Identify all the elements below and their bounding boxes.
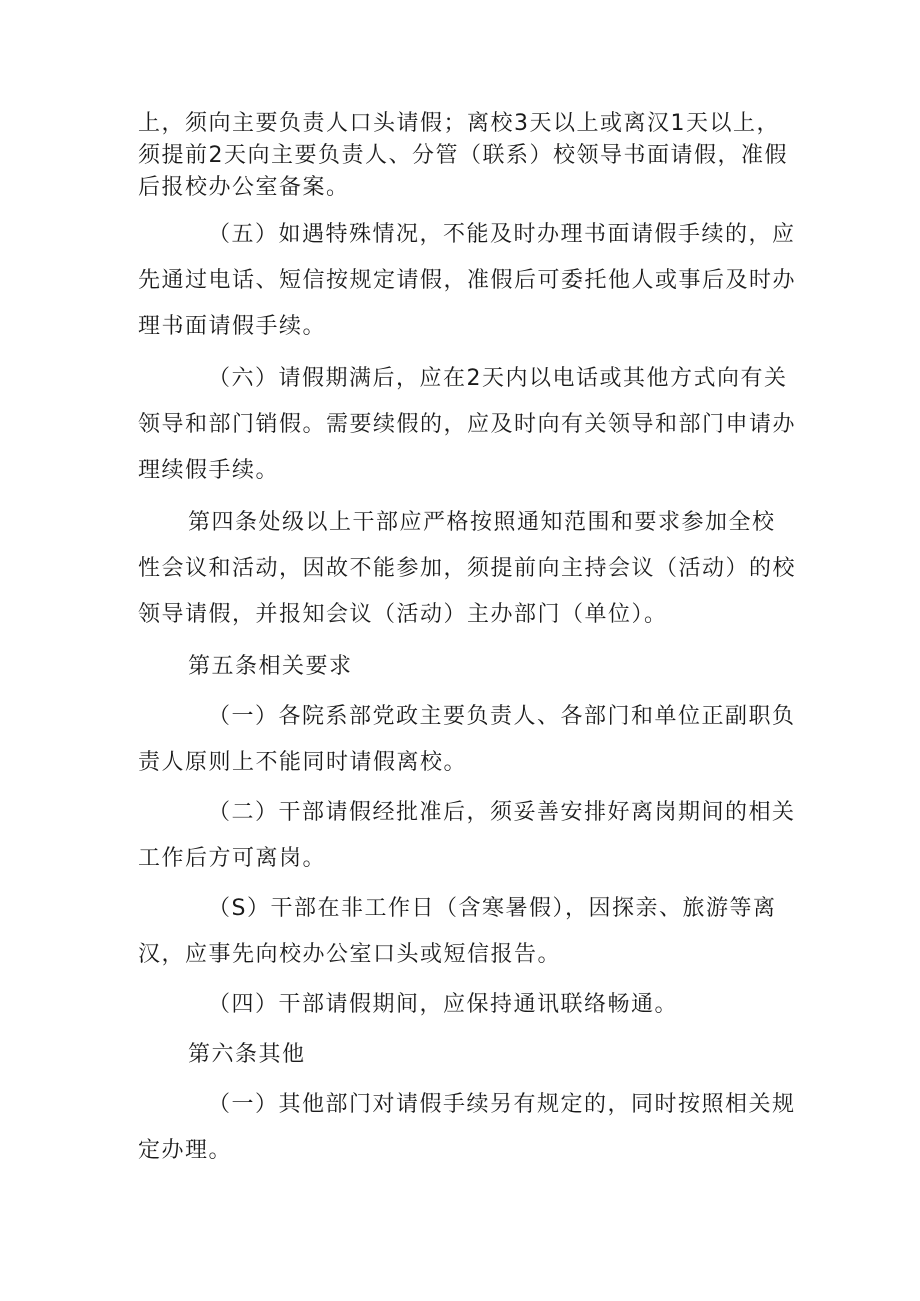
text-line: （五）如遇特殊情况，不能及时办理书面请假手续的，应 [208,222,796,247]
text-line: （六）请假期满后，应在2天内以电话或其他方式向有关 [208,366,788,391]
text-line: （二）干部请假经批准后，须妥善安排好离岗期间的相关 [208,800,796,825]
text-line: 须提前2天向主要负责人、分管（联系）校领导书面请假，准假 [138,143,788,168]
text-line: 第四条处级以上干部应严格按照通知范围和要求参加全校 [188,510,776,535]
text-line: 责人原则上不能同时请假离校。 [138,750,468,775]
text-line: （一）其他部门对请假手续另有规定的，同时按照相关规 [208,1092,796,1117]
text-line: 第六条其他 [188,1042,306,1067]
text-line: 后报校办公室备案。 [138,175,350,200]
text-line: 汉，应事先向校办公室口头或短信报告。 [138,942,562,967]
text-line: 领导和部门销假。需要续假的，应及时向有关领导和部门申请办 [138,412,797,437]
paragraph-req-three [138,886,798,978]
heading-article-six [138,1032,798,1078]
paragraph-article-four [138,500,798,638]
text-line: 定办理。 [138,1138,233,1163]
paragraph-other-one [138,1082,798,1174]
text-line: 第五条相关要求 [188,654,353,679]
text-line: （一）各院系部党政主要负责人、各部门和单位正副职负 [208,704,796,729]
paragraph-req-two [138,790,798,882]
paragraph-item-six [138,356,798,494]
text-line: （S）干部在非工作日（含寒暑假），因探亲、旅游等离 [208,896,777,921]
text-line: 工作后方可离岗。 [138,846,327,871]
text-line: 理续假手续。 [138,458,280,483]
paragraph-leave-procedure [138,108,798,204]
paragraph-req-one [138,694,798,786]
text-line: 先通过电话、短信按规定请假，准假后可委托他人或事后及时办 [138,268,797,293]
paragraph-item-five [138,212,798,350]
paragraph-req-four [138,982,798,1028]
text-line: 理书面请假手续。 [138,314,327,339]
text-line: （四）干部请假期间，应保持通讯联络畅通。 [208,992,679,1017]
text-line: 领导请假，并报知会议（活动）主办部门（单位）。 [138,602,668,627]
text-line: 性会议和活动，因故不能参加，须提前向主持会议（活动）的校 [138,556,797,581]
heading-article-five [138,644,798,690]
text-line: 上，须向主要负责人口头请假；离校3天以上或离汉1天以上， [138,111,780,136]
